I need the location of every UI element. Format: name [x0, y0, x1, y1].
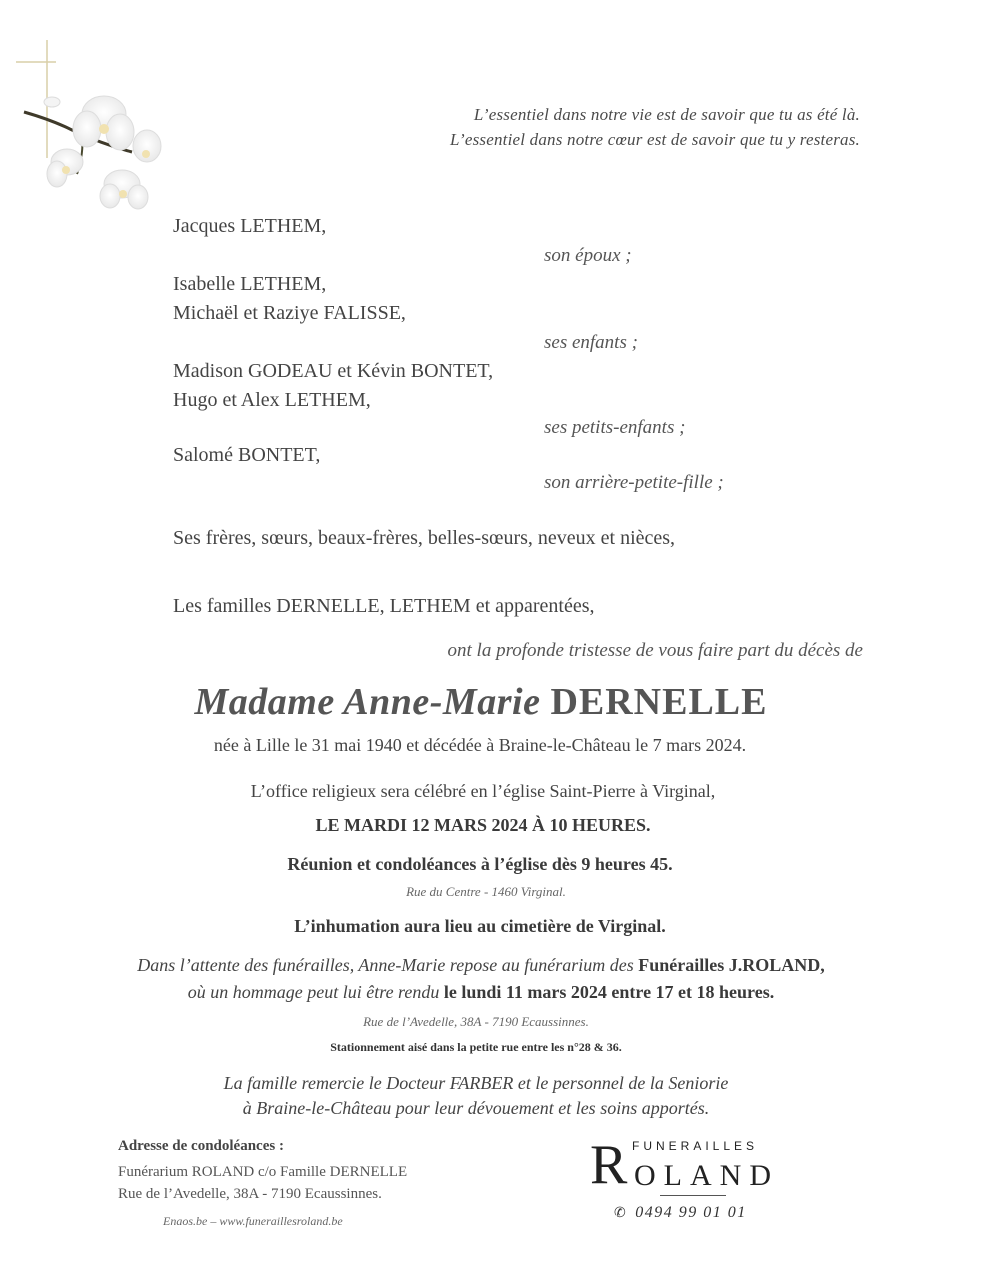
website-link[interactable]: Enaos.be – www.funeraillesroland.be [163, 1214, 343, 1228]
epigraph-line: L’essentiel dans notre cœur est de savoir que tu y resteras. [449, 130, 860, 149]
announcement-line: ont la profonde tristesse de vous faire part du décès de [447, 640, 863, 661]
funerarium-text: Dans l’attente des funérailles, Anne-Marie repose au funérarium des [137, 955, 639, 975]
phone-number[interactable] [614, 1204, 747, 1222]
relationship-label: son arrière-petite-fille ; [544, 472, 724, 493]
family-name: Hugo et Alex LETHEM, [173, 389, 371, 411]
parking-note: Stationnement aisé dans la petite rue entre les n°28 & 36. [330, 1040, 622, 1054]
meeting-line: Réunion et condoléances à l’église dès 9 heures 45. [287, 854, 673, 874]
family-name: Michaël et Raziye FALISSE, [173, 302, 406, 324]
relationship-label: son époux ; [544, 245, 632, 266]
tribute-text: où un hommage peut lui être rendu [187, 982, 444, 1002]
family-name: Jacques LETHEM, [173, 215, 327, 237]
logo-initial: R [590, 1134, 628, 1196]
ceremony-date: LE MARDI 12 MARS 2024 À 10 HEURES. [315, 815, 651, 835]
deceased-first-name: Madame Anne-Marie [194, 681, 541, 723]
deceased-last-name: DERNELLE [550, 681, 768, 723]
orchid-image [22, 84, 172, 214]
condolence-line: Funérarium ROLAND c/o Famille DERNELLE [118, 1164, 408, 1180]
roland-logo [590, 1134, 790, 1199]
family-name: Madison GODEAU et Kévin BONTET, [173, 360, 494, 382]
thanks-line: La famille remercie le Docteur FARBER et le personnel de la Seniorie [223, 1073, 729, 1093]
logo-underline [660, 1195, 726, 1196]
burial-line: L’inhumation aura lieu au cimetière de Virginal. [294, 916, 666, 936]
funerarium-name: Funérailles J.ROLAND, [638, 955, 825, 975]
birth-death-dates: née à Lille le 31 mai 1940 et décédée à Braine-le-Château le 7 mars 2024. [213, 735, 747, 755]
tribute-date: le lundi 11 mars 2024 entre 17 et 18 heures. [443, 982, 775, 1002]
funerarium-address: Rue de l’Avedelle, 38A - 7190 Ecaussinnes. [363, 1014, 589, 1029]
epigraph-line: L’essentiel dans notre vie est de savoir que tu as été là. [473, 105, 860, 124]
thanks-line: à Braine-le-Château pour leur dévouement et les soins apportés. [242, 1098, 710, 1118]
condolence-line: Rue de l’Avedelle, 38A - 7190 Ecaussinnes. [118, 1186, 382, 1202]
office-line: L’office religieux sera célébré en l’église Saint-Pierre à Virginal, [250, 781, 716, 801]
relationship-label: ses petits-enfants ; [544, 417, 686, 438]
funerarium-line [0, 955, 974, 976]
deceased-name [0, 680, 974, 724]
condolence-address [118, 1135, 407, 1205]
logo-name: OLAND [634, 1159, 779, 1192]
family-name: Isabelle LETHEM, [173, 273, 327, 295]
church-address: Rue du Centre - 1460 Virginal. [406, 884, 566, 899]
siblings-line: Ses frères, sœurs, beaux-frères, belles-sœurs, neveux et nièces, [173, 527, 676, 549]
phone-icon: ✆ [614, 1206, 628, 1221]
family-name: Salomé BONTET, [173, 444, 321, 466]
relationship-label: ses enfants ; [544, 332, 638, 353]
condolence-heading: Adresse de condoléances : [118, 1138, 284, 1154]
phone-text: 0494 99 01 01 [635, 1204, 747, 1221]
families-line: Les familles DERNELLE, LETHEM et apparentées, [173, 595, 595, 617]
logo-tagline: FUNERAILLES [632, 1139, 759, 1153]
epigraph [450, 102, 860, 152]
tribute-line [0, 982, 974, 1003]
